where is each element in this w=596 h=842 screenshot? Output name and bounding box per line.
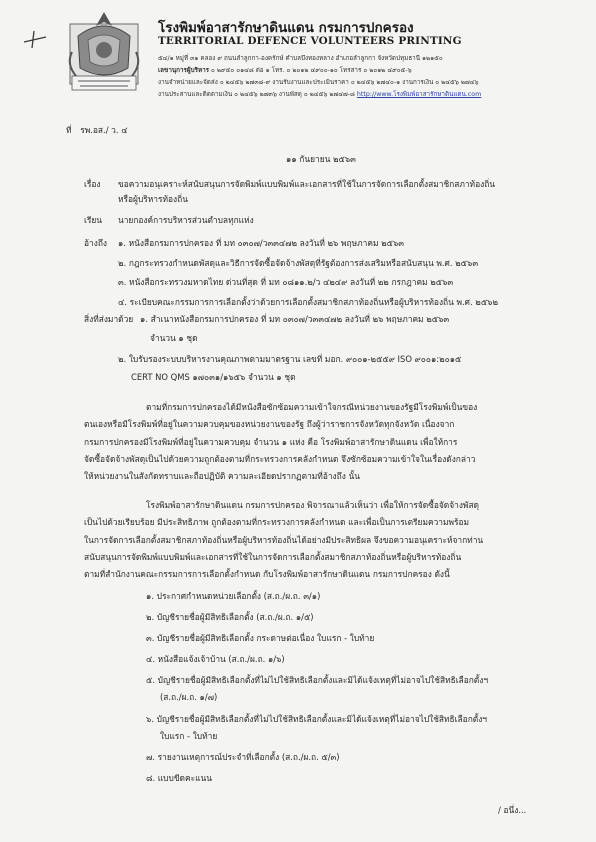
recipient-value: นายกองค์การบริหารส่วนตำบลทุกแห่ง	[118, 215, 254, 225]
header-contact-finance	[158, 89, 481, 101]
paragraph-2-line: โรงพิมพ์อาสารักษาดินแดน กรมการปกครอง พิจารณาแล้วเห็นว่า เพื่อให้การจัดซื้อจัดจ้างพัสดุ	[146, 500, 479, 510]
form-list-item-continued: (ส.ถ./ผ.ถ. ๑/๗)	[160, 692, 218, 702]
paragraph-1-line: ให้หน่วยงานในสังกัดทราบและถือปฏิบัติ ความละเอียดปรากฏตามที่อ้างถึง นั้น	[84, 471, 360, 481]
paragraph-2-line: สนับสนุนการจัดพิมพ์แบบพิมพ์และเอกสารที่ใช้ในการจัดการเลือกตั้งสมาชิกสภาท้องถิ่นหรือผู้บริหารท้องถิ่น	[84, 552, 462, 562]
website-link[interactable]: http://www.โรงพิมพ์อาสารักษาดินแดน.com	[356, 91, 482, 98]
form-list-item: ๕. บัญชีรายชื่อผู้มีสิทธิเลือกตั้งที่ไม่ไปใช้สิทธิเลือกตั้งและมิได้แจ้งเหตุที่ไม่อาจไปใช้สิทธิเลือกตั้งฯ	[146, 675, 489, 685]
form-list-item: ๑. ประกาศกำหนดหน่วยเลือกตั้ง (ส.ถ./ผ.ถ. ๓/๑)	[146, 591, 321, 601]
header-contact-departments: งานจำหน่ายและจัดส่ง ๐ ๒๔๕๖ ๒๗๓๘-๙ งานรับงานและประเมินราคา ๐ ๒๔๕๖ ๒๗๔๐-๑ งานการเงิน ๐ ๒๔๕๖ ๒๗๔๖	[158, 79, 479, 86]
enclosure-item-1-continued: จำนวน ๑ ชุด	[150, 333, 198, 343]
organization-seal-logo	[58, 6, 150, 104]
paragraph-1-line: ตนเองหรือมีโรงพิมพ์ที่อยู่ในความควบคุมของหน่วยงานของรัฐ ถึงผู้ว่าราชการจังหวัดทุกจังหวัด เนื่องจาก	[84, 419, 455, 429]
form-list-item: ๓. บัญชีรายชื่อผู้มีสิทธิเลือกตั้ง กระดาษต่อเนื่อง ใบแรก - ใบท้าย	[146, 633, 375, 643]
enclosure-item-1: ๑. สำเนาหนังสือกรมการปกครอง ที่ มท ๐๓๐๗/ว๓๓๔๗๒ ลงวันที่ ๒๖ พฤษภาคม ๒๕๖๓	[140, 314, 450, 324]
subject-label: เรื่อง	[84, 179, 101, 189]
recipient-label: เรียน	[84, 215, 102, 225]
document-number	[66, 123, 128, 138]
document-number-value: รพ.อส./ ว. ๔	[80, 125, 128, 135]
subject-line-2: หรือผู้บริหารท้องถิ่น	[118, 194, 188, 204]
paragraph-1-line: ตามที่กรมการปกครองได้มีหนังสือซักซ้อมความเข้าใจกรณีหน่วยงานของรัฐมีโรงพิมพ์เป็นของ	[146, 402, 478, 412]
paragraph-1-line: กรมการปกครองมีโรงพิมพ์ที่อยู่ในความควบคุม จำนวน ๑ แห่ง คือ โรงพิมพ์อาสารักษาดินแดน เพื่อให้การ	[84, 437, 458, 447]
organization-name: โรงพิมพ์อาสารักษาดินแดน กรมการปกครอง	[158, 20, 414, 36]
reference-item: ๑. หนังสือกรมการปกครอง ที่ มท ๐๓๐๗/ว๓๓๔๗๒ ลงวันที่ ๒๖ พฤษภาคม ๒๕๖๓	[118, 238, 405, 248]
document-date: ๑๑ กันยายน ๒๕๖๓	[286, 154, 356, 164]
form-list-item: ๗. รายงานเหตุการณ์ประจำที่เลือกตั้ง (ส.ถ./ผ.ถ. ๕/๓)	[146, 752, 340, 762]
reference-item: ๔. ระเบียบคณะกรรมการการเลือกตั้งว่าด้วยการเลือกตั้งสมาชิกสภาท้องถิ่นหรือผู้บริหารท้องถิ่น พ.ศ. ๒๕๖๒	[118, 297, 499, 307]
header-contact-executive: เลขานุการผู้บริหาร ๐ ๒๙๕๐ ๐๑๔๘ ต่อ ๑ โทร. ๐ ๒๐๑๒ ๔๙๐๐-๑๐ โทรสาร ๐ ๒๐๑๒ ๔๙๐๕-๖	[158, 67, 412, 74]
paragraph-2-line: ในการจัดการเลือกตั้งสมาชิกสภาท้องถิ่นหรือผู้บริหารท้องถิ่นได้อย่างมีประสิทธิผล จึงขอความอนุเคราะห์จากท่าน	[84, 535, 484, 545]
form-list-item: ๘. แบบขีดคะแนน	[146, 773, 212, 783]
form-list-item: ๖. บัญชีรายชื่อผู้มีสิทธิเลือกตั้งที่ไม่ไปใช้สิทธิเลือกตั้งและมิได้แจ้งเหตุที่ไม่อาจไปใช้สิทธิเลือกตั้งฯ	[146, 714, 487, 724]
header-contact-executive-label: เลขานุการผู้บริหาร	[158, 67, 210, 74]
form-list-item: ๔. หนังสือแจ้งเจ้าบ้าน (ส.ถ./ผ.ถ. ๑/๖)	[146, 654, 285, 664]
header-address: ๕๔/๑ หมู่ที่ ๓๑ คลอง ๙ ถนนลำลูกกา-องครักษ์ ตำบลบึงทองหลาง อำเภอลำลูกกา จังหวัดปทุมธานี ๑๒๑๕๐	[158, 55, 443, 62]
enclosure-item-2: ๒. ใบรับรองระบบบริหารงานคุณภาพตามมาตรฐาน เลขที่ มอก. ๙๐๐๑-๒๕๕๙ ISO ๙๐๐๑:๒๐๑๕	[118, 354, 462, 364]
header-contact-finance-text: งานประสานและติดตามเงิน ๐ ๒๔๕๖ ๒๗๓๖ งานพัสดุ ๐ ๒๔๕๖ ๒๗๔๗-๘	[158, 91, 355, 98]
page-continuation: / อนึ่ง...	[498, 805, 527, 815]
pen-mark	[22, 28, 48, 50]
organization-name-english: TERRITORIAL DEFENCE VOLUNTEERS PRINTING	[158, 35, 462, 47]
references-label: อ้างถึง	[84, 238, 107, 248]
form-list-item: ๒. บัญชีรายชื่อผู้มีสิทธิเลือกตั้ง (ส.ถ./ผ.ถ. ๑/๕)	[146, 612, 314, 622]
enclosure-item-2-continued: CERT NO QMS ๑๗๐๓๑/๑๖๕๖ จำนวน ๑ ชุด	[131, 372, 296, 382]
reference-item: ๓. หนังสือกระทรวงมหาดไทย ด่วนที่สุด ที่ มท ๐๘๑๑.๒/ว ๔๒๔๙ ลงวันที่ ๒๒ กรกฎาคม ๒๕๖๓	[118, 277, 454, 287]
document-number-prefix: ที่	[66, 125, 72, 135]
form-list-item-continued: ใบแรก - ใบท้าย	[160, 731, 218, 741]
paragraph-1-line: จัดซื้อจัดจ้างพัสดุเป็นไปด้วยความถูกต้องตามที่กระทรวงการคลังกำหนด จึงซักซ้อมความเข้าใจในเรื่องดังกล่าว	[84, 454, 476, 464]
reference-item: ๒. กฎกระทรวงกำหนดพัสดุและวิธีการจัดซื้อจัดจ้างพัสดุที่รัฐต้องการส่งเสริมหรือสนับสนุน พ.ศ. ๒๕๖๓	[118, 258, 479, 268]
enclosures-label: สิ่งที่ส่งมาด้วย	[84, 314, 134, 324]
subject-line-1: ขอความอนุเคราะห์สนับสนุนการจัดพิมพ์แบบพิมพ์และเอกสารที่ใช้ในการจัดการเลือกตั้งสมาชิกสภาท้องถิ่น	[118, 179, 495, 189]
paragraph-2-line: เป็นไปด้วยเรียบร้อย มีประสิทธิภาพ ถูกต้องตามที่กระทรวงการคลังกำหนด และเพื่อเป็นการเตรียมความพร้อม	[84, 517, 470, 527]
paragraph-2-line: ตามที่สำนักงานคณะกรรมการการเลือกตั้งกำหนด กับโรงพิมพ์อาสารักษาดินแดน กรมการปกครอง ดังนี้	[84, 569, 450, 579]
